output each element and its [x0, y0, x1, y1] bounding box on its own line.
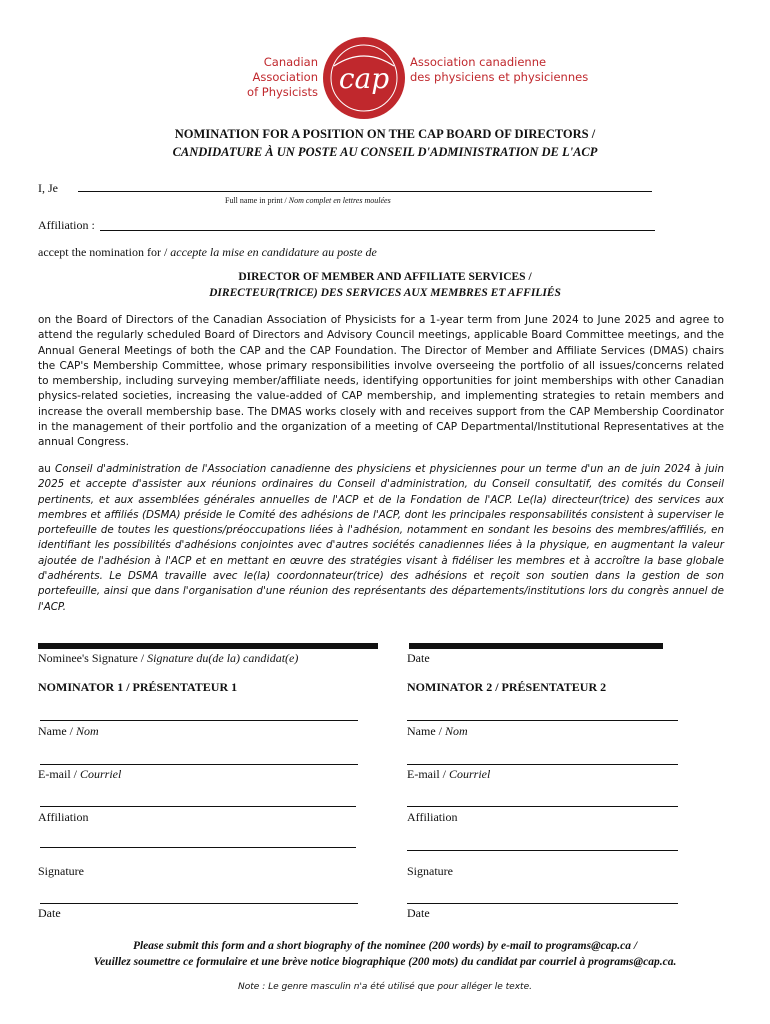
- full-name-hint: [225, 196, 391, 205]
- nominator-1-heading: NOMINATOR 1 / PRÉSENTATEUR 1: [38, 680, 238, 694]
- position-title-fr: DIRECTEUR(TRICE) DES SERVICES AUX MEMBRES ET AFFILIÉS: [209, 287, 561, 299]
- nominator-1-date-label: Date: [38, 906, 61, 920]
- accept-nomination-text: [38, 245, 377, 260]
- nominator-1-signature-label: Signature: [38, 864, 84, 878]
- cap-logo-french-name: [410, 55, 610, 85]
- submission-instructions-en: Please submit this form and a short biography of the nominee (200 words) by e-mail to programs@cap.ca /: [132, 940, 638, 952]
- position-title-en: DIRECTOR OF MEMBER AND AFFILIATE SERVICES /: [238, 271, 532, 283]
- nominator-1-name-field[interactable]: [40, 720, 358, 721]
- nominator-1-date-field[interactable]: [40, 903, 358, 904]
- nominator-1-name-fr: Nom: [76, 724, 99, 738]
- nominator-2-affiliation-field[interactable]: [407, 806, 678, 807]
- nominator-2-email-field[interactable]: [407, 764, 678, 765]
- cap-seal-logo: [322, 36, 406, 120]
- description-fr: [38, 462, 724, 615]
- logo-right-line2: des physiciens et physiciennes: [410, 70, 589, 84]
- nominator-1-name-en: Name /: [38, 724, 76, 738]
- nominee-date-label: Date: [407, 651, 430, 665]
- nominator-2-name-field[interactable]: [407, 720, 678, 721]
- submission-instructions-fr: Veuillez soumettre ce formulaire et une brève notice biographique (200 mots) du candidat par courriel à programs@cap.ca.: [93, 956, 677, 968]
- svg-text:cap: cap: [338, 62, 390, 95]
- nominee-signature-fr: Signature du(de la) candidat(e): [147, 651, 299, 665]
- description-fr-text: Conseil d'administration de l'Association canadienne des physiciens et physiciennes pour un terme d'un an de juin 2024 à juin 2025 et accepte d'assister aux réunions ordinaires du Conseil d'administration, du Conseil consultatif, des comités du Conseil pertinents, et aux assemblées générales annuelles de l'ACP et de la Fondation de l'ACP. Le(la) directeur(trice) des services aux membres et affiliés (DSMA) préside le Comité des adhésions de l'ACP, dont les principales responsabilités consistent à superviser le portefeuille de toutes les questions/préoccupations liées à l'adhésion, notamment en sondant les besoins des membres/affiliés, en identifiant les possibilités d'adhésions conjointes avec d'autres sociétés canadiennes liées à la physique, en augmentant la valeur ajoutée de l'adhésion à l'ACP et en mettant en œuvre des stratégies visant à fidéliser les membres et à accroître la base globale d'adhérents. Le DSMA travaille avec le(la) coordonnateur(trice) des adhésions et reçoit son soutien dans la gestion de son portefeuille, ainsi que dans l'organisation d'une réunion des représentants des départements/institutions lors du congrès annuel de l'ACP.: [38, 463, 725, 613]
- nominator-2-affiliation-label: Affiliation: [407, 810, 458, 824]
- form-title-en: NOMINATION FOR A POSITION ON THE CAP BOARD OF DIRECTORS /: [174, 127, 596, 141]
- accept-fr: accepte la mise en candidature au poste de: [170, 245, 377, 259]
- nominator-2-signature-field[interactable]: [407, 850, 678, 851]
- nominator-1-email-field[interactable]: [40, 764, 358, 765]
- nominee-signature-field[interactable]: [38, 643, 378, 649]
- nominee-signature-en: Nominee's Signature /: [38, 651, 148, 665]
- nominator-2-signature-label: Signature: [407, 864, 453, 878]
- name-prefix-label: I, Je: [38, 181, 58, 195]
- full-name-hint-fr: Nom complet en lettres moulées: [288, 196, 391, 205]
- full-name-field[interactable]: [78, 191, 652, 192]
- nominator-1-email-label: [38, 767, 121, 782]
- nominator-2-email-fr: Courriel: [449, 767, 491, 781]
- logo-right-line1: Association canadienne: [410, 55, 547, 69]
- nominator-2-heading: NOMINATOR 2 / PRÉSENTATEUR 2: [407, 680, 607, 694]
- nominator-1-signature-field[interactable]: [40, 847, 356, 848]
- logo-left-line1: Canadian Association: [252, 55, 318, 84]
- logo-left-line2: of Physicists: [247, 85, 318, 99]
- form-title-fr: CANDIDATURE À UN POSTE AU CONSEIL D'ADMINISTRATION DE L'ACP: [172, 145, 598, 159]
- nominator-1-name-label: [38, 724, 99, 739]
- accept-en: accept the nomination for /: [38, 245, 171, 259]
- full-name-hint-en: Full name in print /: [225, 196, 289, 205]
- nominator-1-email-fr: Courriel: [80, 767, 122, 781]
- affiliation-field[interactable]: [100, 230, 655, 231]
- nominator-2-email-en: E-mail /: [407, 767, 449, 781]
- description-fr-prefix: au: [38, 463, 55, 475]
- gender-note: Note : Le genre masculin n'a été utilisé que pour alléger le texte.: [238, 982, 532, 992]
- nominator-1-affiliation-field[interactable]: [40, 806, 356, 807]
- submission-instructions: [0, 938, 770, 970]
- nominator-2-name-fr: Nom: [445, 724, 468, 738]
- nominee-date-field[interactable]: [409, 643, 663, 649]
- nominator-2-date-field[interactable]: [407, 903, 678, 904]
- nominator-2-email-label: [407, 767, 490, 782]
- nominator-2-name-en: Name /: [407, 724, 445, 738]
- affiliation-label: Affiliation :: [38, 218, 95, 232]
- nominator-1-affiliation-label: Affiliation: [38, 810, 89, 824]
- nominator-2-name-label: [407, 724, 468, 739]
- nominator-1-email-en: E-mail /: [38, 767, 80, 781]
- cap-logo-english-name: [198, 55, 318, 100]
- description-en: on the Board of Directors of the Canadian Association of Physicists for a 1-year term from June 2024 to June 2025 and agree to attend the regularly scheduled Board of Directors and Advisory Council meetings, applicable Board Committee meetings, and the Annual General Meetings of both the CAP and the CAP Foundation. The Director of Member and Affiliate Services (DMAS) chairs the CAP's Membership Committee, whose primary responsibilities involve overseeing the portfolio of all issues/concerns related to membership, including surveying member/affiliate needs, identifying opportunities for joint memberships with other Canadian physics-related societies, increasing the value-added of CAP membership, and implementing strategies to retain members and increase the overall membership base. The DMAS works closely with and receives support from the CAP Membership Coordinator in the management of their portfolio and the organization of a meeting of CAP Departmental/Institutional Representatives at the annual Congress.: [38, 314, 724, 449]
- nominee-signature-label: [38, 651, 298, 666]
- nominator-2-date-label: Date: [407, 906, 430, 920]
